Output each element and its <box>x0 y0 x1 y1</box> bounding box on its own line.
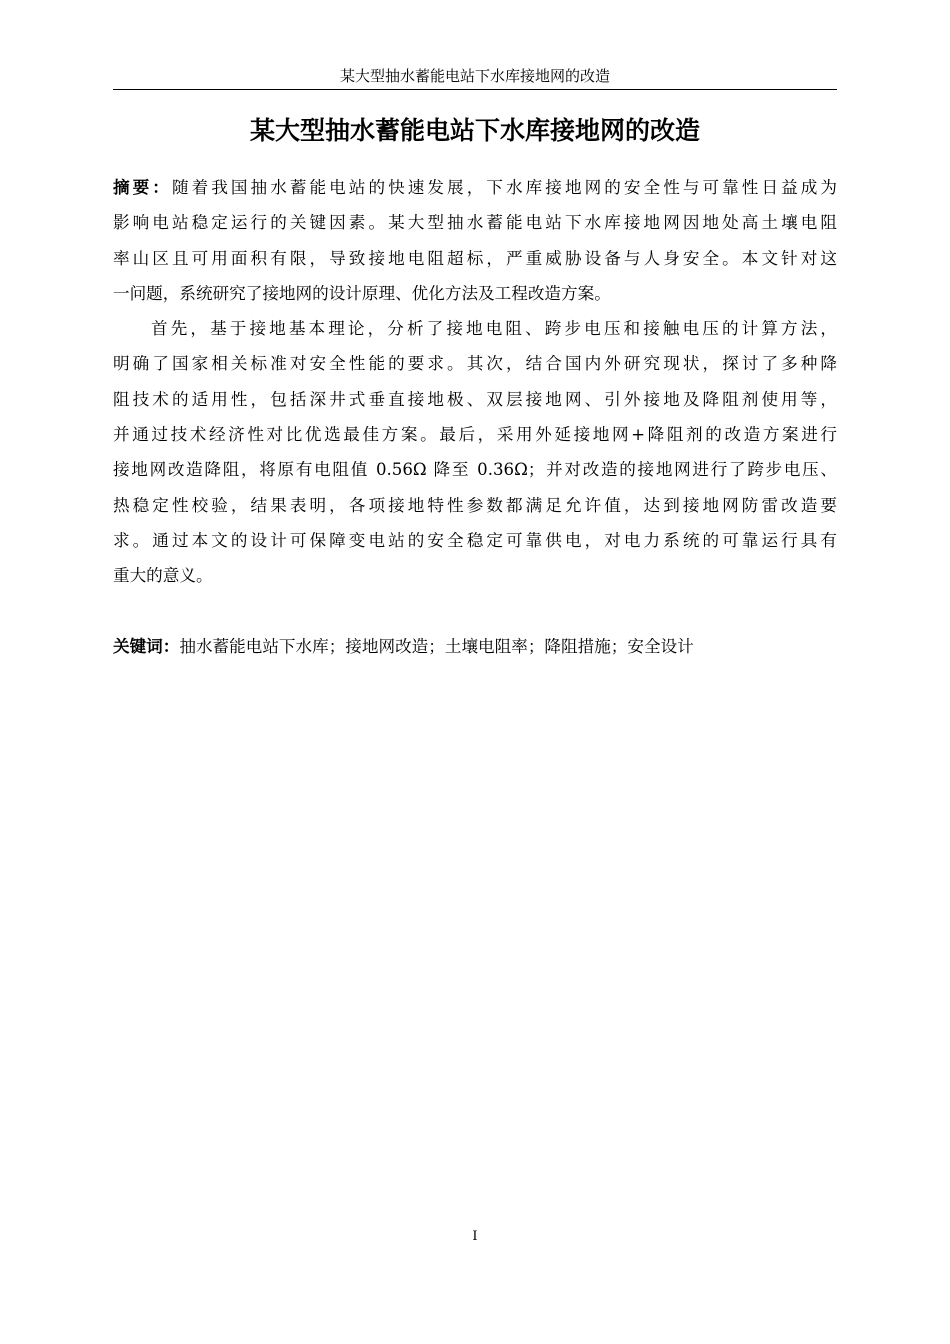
abstract-line: 热稳定性校验，结果表明，各项接地特性参数都满足允许值，达到接地网防雷改造要 <box>113 495 837 515</box>
abstract-line: 一问题，系统研究了接地网的设计原理、优化方法及工程改造方案。 <box>113 283 611 303</box>
abstract-line: 重大的意义。 <box>113 566 213 586</box>
abstract-line: 接地网改造降阻，将原有电阻值 0.56Ω 降至 0.36Ω；并对改造的接地网进行了跨步电压、 <box>113 460 837 480</box>
keywords <box>113 629 837 664</box>
abstract-line <box>113 170 837 205</box>
abstract-line: 并通过技术经济性对比优选最佳方案。最后，采用外延接地网+降阻剂的改造方案进行 <box>113 425 837 445</box>
abstract-line: 率山区且可用面积有限，导致接地电阻超标，严重威胁设备与人身安全。本文针对这 <box>113 248 837 268</box>
abstract-line: 阻技术的适用性，包括深井式垂直接地极、双层接地网、引外接地及降阻剂使用等， <box>113 389 837 409</box>
running-header: 某大型抽水蓄能电站下水库接地网的改造 <box>339 67 610 85</box>
abstract-line: 明确了国家相关标准对安全性能的要求。其次，结合国内外研究现状，探讨了多种降 <box>113 354 837 374</box>
abstract-line: 求。通过本文的设计可保障变电站的安全稳定可靠供电，对电力系统的可靠运行具有 <box>113 530 837 550</box>
keywords-text: 抽水蓄能电站下水库；接地网改造；土壤电阻率；降阻措施；安全设计 <box>179 637 694 656</box>
document-title: 某大型抽水蓄能电站下水库接地网的改造 <box>249 116 700 145</box>
abstract-text: 随着我国抽水蓄能电站的快速发展，下水库接地网的安全性与可靠性日益成为 <box>171 178 838 197</box>
abstract-label: 摘要： <box>113 178 172 197</box>
keywords-label: 关键词： <box>113 637 180 656</box>
abstract <box>113 170 837 594</box>
page-number: I <box>472 1229 478 1244</box>
header-rule <box>113 89 837 90</box>
abstract-line: 首先，基于接地基本理论，分析了接地电阻、跨步电压和接触电压的计算方法， <box>151 319 837 339</box>
abstract-line: 影响电站稳定运行的关键因素。某大型抽水蓄能电站下水库接地网因地处高土壤电阻 <box>113 213 837 233</box>
